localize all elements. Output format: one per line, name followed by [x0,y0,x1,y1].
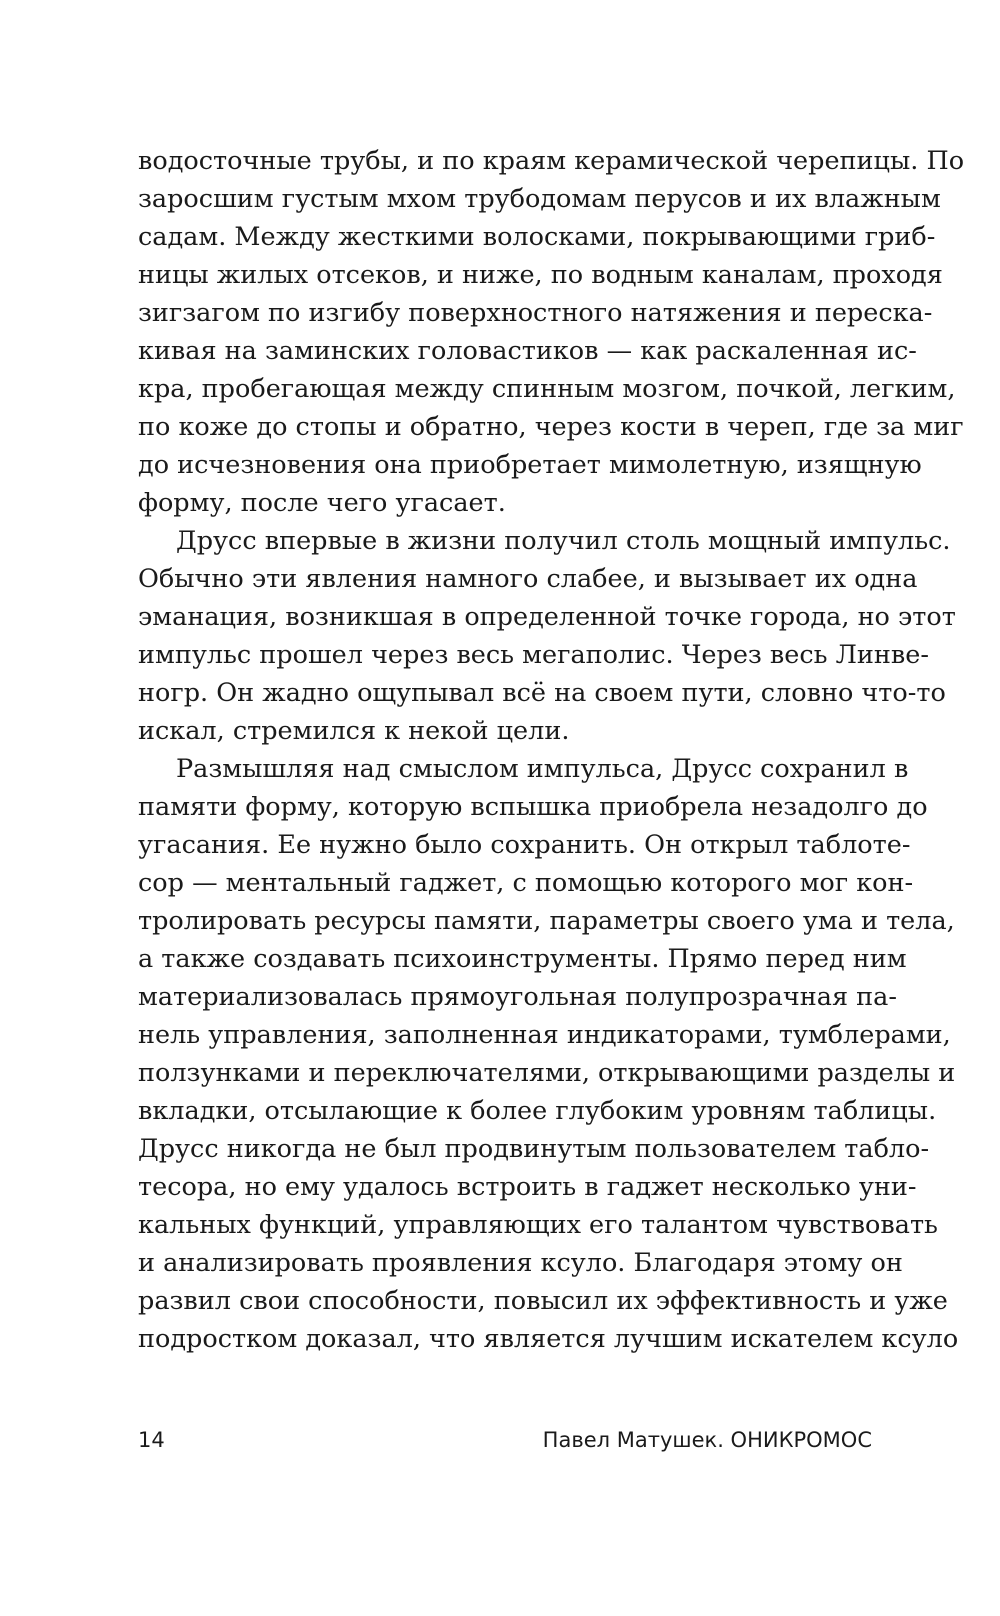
text-line: ницы жилых отсеков, и ниже, по водным каналам, проходя [138,260,943,290]
text-line: ногр. Он жадно ощупывал всё на своем пути, словно что-то [138,678,946,708]
text-line: памяти форму, которую вспышка приобрела незадолго до [138,792,928,822]
text-line: Друсс никогда не был продвинутым пользователем табло- [138,1134,930,1164]
text-line: нель управления, заполненная индикаторами, тумблерами, [138,1020,951,1050]
paragraph-first-line: Размышляя над смыслом импульса, Друсс сохранил в [176,754,909,784]
text-line: развил свои способности, повысил их эффективность и уже [138,1286,948,1316]
running-title: Павел Матушек. ОНИКРОМОС [542,1428,872,1452]
text-line: подростком доказал, что является лучшим искателем ксуло [138,1324,959,1354]
text-line: сор — ментальный гаджет, с помощью которого мог кон- [138,868,914,898]
text-line: тролировать ресурсы памяти, параметры своего ума и тела, [138,906,955,936]
text-line: и анализировать проявления ксуло. Благодаря этому он [138,1248,903,1278]
text-line: водосточные трубы, и по краям керамической черепицы. По [138,146,965,176]
text-line: кивая на заминских головастиков — как раскаленная ис- [138,336,917,366]
text-line: форму, после чего угасает. [138,488,506,518]
page-number: 14 [138,1428,165,1452]
text-line: заросшим густым мхом трубодомам перусов и их влажным [138,184,941,214]
text-line: эманация, возникшая в определенной точке города, но этот [138,602,956,632]
text-line: угасания. Ее нужно было сохранить. Он открыл таблоте- [138,830,911,860]
body-text [138,142,965,1358]
text-line: ползунками и переключателями, открывающими разделы и [138,1058,956,1088]
text-line: материализовалась прямоугольная полупрозрачная па- [138,982,897,1012]
text-line: а также создавать психоинструменты. Прямо перед ним [138,944,907,974]
text-line: до исчезновения она приобретает мимолетную, изящную [138,450,922,480]
text-line: вкладки, отсылающие к более глубоким уровням таблицы. [138,1096,937,1126]
text-line: Обычно эти явления намного слабее, и вызывает их одна [138,564,918,594]
page-footer [138,1428,872,1460]
paragraph-first-line: Друсс впервые в жизни получил столь мощный импульс. [176,526,951,556]
text-line: импульс прошел через весь мегаполис. Через весь Линве- [138,640,929,670]
text-line: по коже до стопы и обратно, через кости в череп, где за миг [138,412,964,442]
text-line: садам. Между жесткими волосками, покрывающими гриб- [138,222,936,252]
text-line: искал, стремился к некой цели. [138,716,570,746]
text-line: кра, пробегающая между спинным мозгом, почкой, легким, [138,374,956,404]
text-line: зигзагом по изгибу поверхностного натяжения и переска- [138,298,933,328]
text-line: тесора, но ему удалось встроить в гаджет несколько уни- [138,1172,917,1202]
text-line: кальных функций, управляющих его талантом чувствовать [138,1210,938,1240]
